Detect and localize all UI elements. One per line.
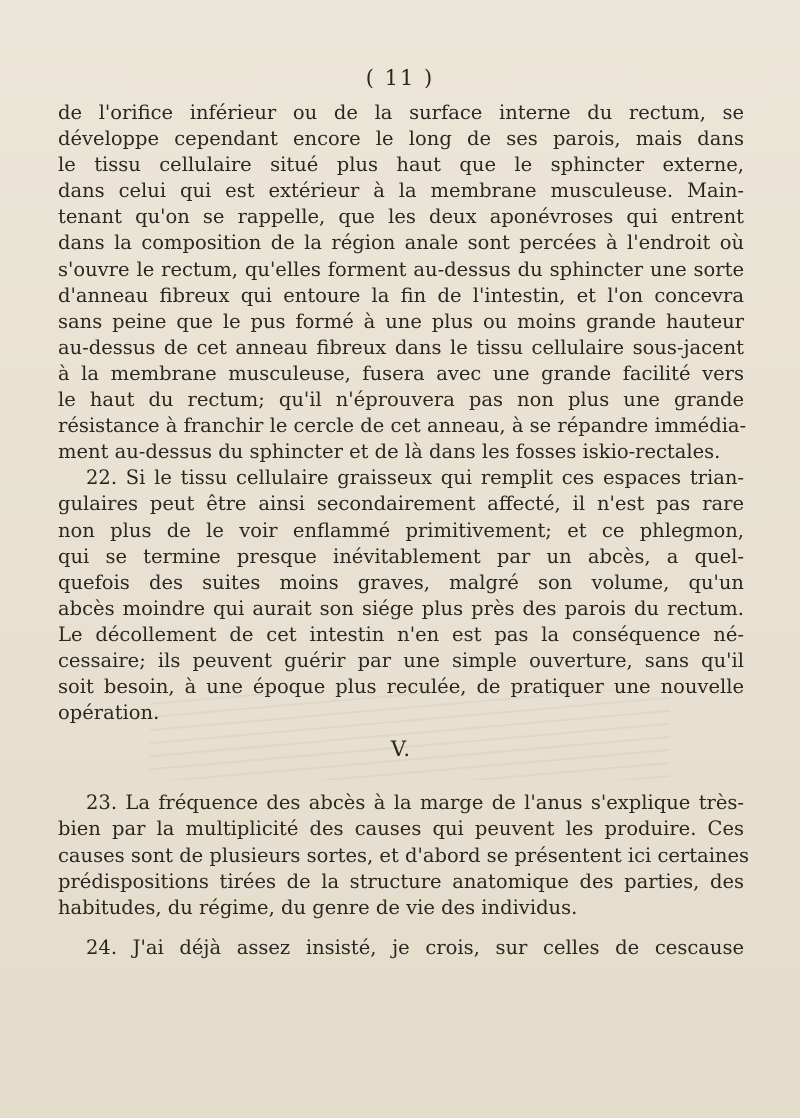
text-line: Le décollement de cet intestin n'en est pas la conséquence né- bbox=[58, 622, 744, 646]
paragraph-22 bbox=[58, 465, 744, 726]
text-line: abcès moindre qui aurait son siége plus près des parois du rectum. bbox=[58, 596, 744, 620]
paragraph-24 bbox=[58, 935, 744, 961]
paragraph-continuation bbox=[58, 100, 747, 465]
text-line: ment au-dessus du sphincter et de là dans les fosses iskio-rectales. bbox=[58, 440, 721, 464]
text-line: d'anneau fibreux qui entoure la fin de l'intestin, et l'on concevra bbox=[58, 283, 744, 307]
text-line: gulaires peut être ainsi secondairement affecté, il n'est pas rare bbox=[58, 492, 744, 516]
text-line: tenant qu'on se rappelle, que les deux aponévroses qui entrent bbox=[58, 205, 744, 229]
page-text bbox=[58, 100, 750, 961]
text-line: développe cependant encore le long de ses parois, mais dans bbox=[58, 127, 744, 151]
text-line: habitudes, du régime, du genre de vie des individus. bbox=[58, 895, 578, 919]
text-line: résistance à franchir le cercle de cet anneau, à se répandre immédia- bbox=[58, 414, 747, 438]
text-line: cessaire; ils peuvent guérir par une simple ouverture, sans qu'il bbox=[58, 648, 744, 672]
text-line: dans la composition de la région anale sont percées à l'endroit où bbox=[58, 231, 744, 255]
text-line: le haut du rectum; qu'il n'éprouvera pas non plus une grande bbox=[58, 388, 744, 412]
text-line: 24. J'ai déjà assez insisté, je crois, sur celles de cescause bbox=[86, 935, 744, 959]
text-line: opération. bbox=[58, 701, 160, 725]
text-line: de l'orifice inférieur ou de la surface interne du rectum, se bbox=[58, 101, 744, 124]
text-line: non plus de le voir enflammé primitivement; et ce phlegmon, bbox=[58, 518, 744, 542]
text-line: 23. La fréquence des abcès à la marge de l'anus s'explique très- bbox=[86, 791, 744, 815]
page-number: ( 11 ) bbox=[365, 66, 435, 90]
text-line: causes sont de plusieurs sortes, et d'abord se présentent ici certaines bbox=[58, 843, 750, 867]
text-line: quefois des suites moins graves, malgré son volume, qu'un bbox=[58, 570, 744, 594]
paragraph-gap bbox=[58, 921, 744, 935]
text-line: dans celui qui est extérieur à la membrane musculeuse. Main- bbox=[58, 179, 744, 203]
text-line: s'ouvre le rectum, qu'elles forment au-dessus du sphincter une sorte bbox=[58, 257, 744, 281]
paragraph-23 bbox=[58, 790, 750, 920]
section-heading: V. bbox=[390, 737, 412, 762]
text-line: prédispositions tirées de la structure anatomique des parties, des bbox=[58, 869, 744, 893]
text-line: à la membrane musculeuse, fusera avec une grande facilité vers bbox=[58, 361, 744, 385]
text-line: au-dessus de cet anneau fibreux dans le tissu cellulaire sous-jacent bbox=[58, 335, 744, 359]
text-line: 22. Si le tissu cellulaire graisseux qui remplit ces espaces trian- bbox=[86, 466, 744, 490]
text-line: qui se termine presque inévitablement par un abcès, a quel- bbox=[58, 544, 744, 568]
text-line: le tissu cellulaire situé plus haut que le sphincter externe, bbox=[58, 153, 744, 177]
text-line: bien par la multiplicité des causes qui peuvent les produire. Ces bbox=[58, 817, 744, 841]
text-line: soit besoin, à une époque plus reculée, de pratiquer une nouvelle bbox=[58, 675, 744, 699]
text-line: sans peine que le pus formé à une plus ou moins grande hauteur bbox=[58, 309, 744, 333]
